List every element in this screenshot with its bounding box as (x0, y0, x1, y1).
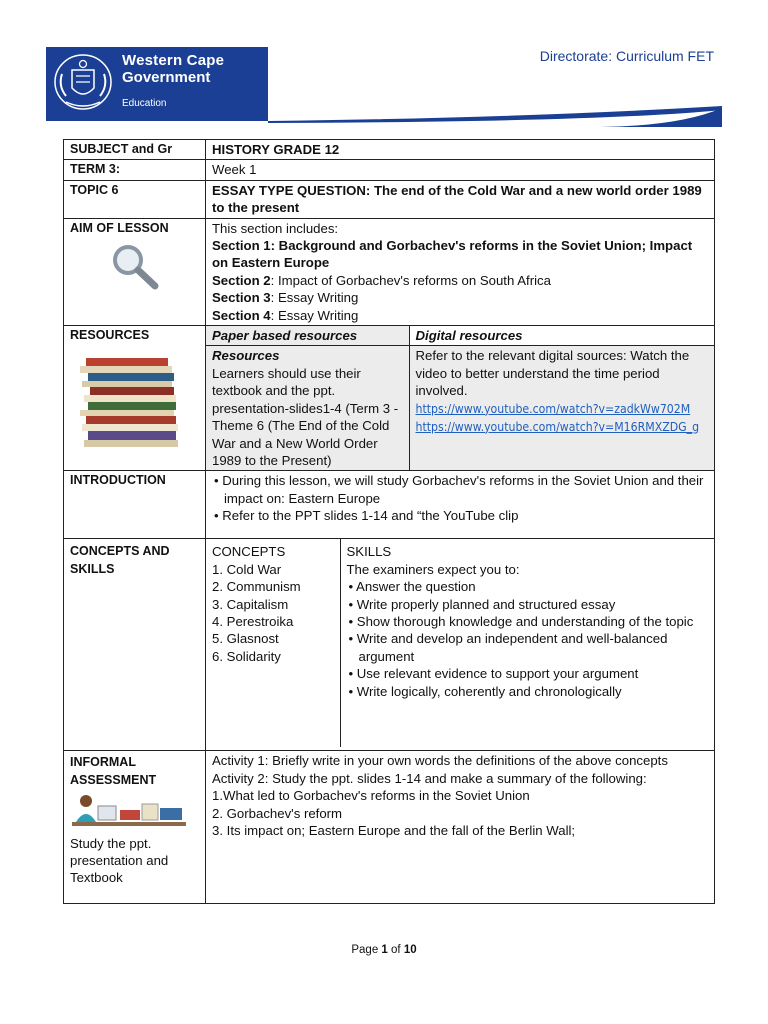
concepts-inner-table (206, 539, 714, 747)
table-row-introduction (64, 471, 715, 539)
label-term: TERM 3: (64, 160, 206, 180)
aim-section-2 (212, 272, 710, 289)
aim-label-cell (64, 218, 206, 325)
skill-item: • Write logically, coherently and chronologically (348, 683, 622, 699)
concept-item: 6. Solidarity (212, 648, 281, 664)
org-department: Education (122, 98, 167, 109)
skill-item: • Use relevant evidence to support your argument (348, 666, 639, 682)
aim-section-1: Section 1: Background and Gorbachev's reforms in the Soviet Union; Impact on Eastern Europe (212, 238, 693, 271)
label-aim: AIM OF LESSON (70, 220, 169, 235)
assessment-label-cell (64, 751, 206, 904)
paper-resources-header: Paper based resources (206, 326, 409, 346)
org-name-line2: Government (122, 69, 211, 86)
page-current: 1 (381, 944, 388, 956)
concepts-content-cell (206, 539, 715, 751)
aim-section-2-label: Section 2 (212, 272, 271, 288)
org-name-line1: Western Cape (122, 52, 225, 69)
page-number (0, 944, 768, 956)
skill-item: • Write properly planned and structured essay (348, 596, 616, 612)
skills-column (340, 539, 714, 747)
magnifier-icon (108, 241, 164, 291)
skill-item: • Show thorough knowledge and understanding of the topic (348, 613, 694, 629)
concepts-header: CONCEPTS (212, 544, 286, 560)
youtube-link-1-text[interactable]: https://www.youtube.com/watch?v=zadkWw702M (415, 401, 691, 416)
concept-item: 4. Perestroika (212, 613, 294, 629)
aim-section-4-label: Section 4 (212, 307, 271, 323)
aim-section-2-text: : Impact of Gorbachev's reforms on South Africa (270, 272, 551, 288)
table-row-aim (64, 218, 715, 325)
digital-resources-text: Refer to the relevant digital sources: Watch the video to better understand the time period involved. (415, 348, 690, 399)
skill-item: • Answer the question (348, 579, 476, 595)
table-row-term (64, 160, 715, 180)
label-subject: SUBJECT and Gr (64, 140, 206, 160)
resources-inner-table (206, 326, 714, 470)
introduction-content-cell (206, 471, 715, 539)
table-row-concepts (64, 539, 715, 751)
assessment-line: 1.What led to Gorbachev's reforms in the Soviet Union (212, 788, 530, 804)
assessment-line: 2. Gorbachev's reform (212, 805, 343, 821)
label-introduction: INTRODUCTION (64, 471, 206, 539)
aim-section-3 (212, 289, 710, 306)
concept-item: 1. Cold War (212, 561, 282, 577)
table-row-assessment (64, 751, 715, 904)
assessment-side-note: Study the ppt. presentation and Textbook (70, 835, 169, 886)
label-assessment: INFORMAL ASSESSMENT (70, 755, 157, 787)
page-label: Page (351, 944, 379, 956)
lesson-plan-table (63, 139, 715, 904)
concept-item: 3. Capitalism (212, 596, 289, 612)
assessment-line: 3. Its impact on; Eastern Europe and the fall of the Berlin Wall; (212, 822, 576, 838)
aim-content-cell (206, 218, 715, 325)
aim-section-3-text: : Essay Writing (270, 290, 359, 306)
digital-resources-header: Digital resources (409, 326, 714, 346)
concept-item: 5. Glasnost (212, 631, 279, 647)
page-of-label: of (391, 944, 401, 956)
concept-item: 2. Communism (212, 579, 301, 595)
table-row-resources (64, 326, 715, 471)
aim-intro: This section includes: (212, 220, 339, 236)
value-subject: HISTORY GRADE 12 (206, 140, 715, 160)
introduction-bullet-1: • During this lesson, we will study Gorbachev's reforms in the Soviet Union and their impact on: Eastern Europe (214, 473, 704, 506)
resources-content-cell (206, 326, 715, 471)
assessment-line: Activity 1: Briefly write in your own words the definitions of the above concepts (212, 753, 668, 769)
aim-section-4-text: : Essay Writing (270, 307, 359, 323)
table-row-topic (64, 180, 715, 218)
paper-resources-title: Resources (212, 348, 280, 364)
resources-label-cell (64, 326, 206, 471)
table-row-subject (64, 140, 715, 160)
page-total: 10 (403, 944, 417, 956)
youtube-link-2[interactable] (416, 419, 711, 435)
aim-section-3-label: Section 3 (212, 290, 271, 306)
introduction-bullet-2: • Refer to the PPT slides 1-14 and “the YouTube clip (214, 508, 519, 524)
value-topic: ESSAY TYPE QUESTION: The end of the Cold War and a new world order 1989 to the present (206, 180, 715, 218)
label-topic: TOPIC 6 (64, 180, 206, 218)
directorate-title: Directorate: Curriculum FET (539, 48, 714, 64)
aim-section-4 (212, 307, 710, 324)
banner-swoosh (0, 104, 768, 134)
concepts-column (206, 539, 340, 747)
paper-resources-cell (206, 346, 409, 470)
label-concepts-skills: CONCEPTS AND SKILLS (64, 539, 206, 751)
skills-header: SKILLS (346, 544, 392, 560)
youtube-link-1[interactable] (416, 401, 711, 417)
youtube-link-2-text[interactable]: https://www.youtube.com/watch?v=M16RMXZDG_g (415, 419, 700, 434)
assessment-line: Activity 2: Study the ppt. slides 1-14 and make a summary of the following: (212, 770, 647, 786)
value-term: Week 1 (206, 160, 715, 180)
assessment-content-cell (206, 751, 715, 904)
student-study-icon (70, 792, 188, 830)
skills-intro: The examiners expect you to: (346, 561, 520, 577)
skill-item: • Write and develop an independent and well-balanced argument (348, 631, 668, 664)
label-resources: RESOURCES (70, 328, 150, 343)
digital-resources-cell (409, 346, 714, 470)
paper-resources-text: Learners should use their textbook and the ppt. presentation-slides1-4 (Term 3 - Theme 6 (The End of the Cold War and a New World Order 1989 to the Present) (212, 365, 399, 468)
coat-of-arms-icon (52, 52, 114, 116)
books-stack-icon (70, 350, 190, 454)
